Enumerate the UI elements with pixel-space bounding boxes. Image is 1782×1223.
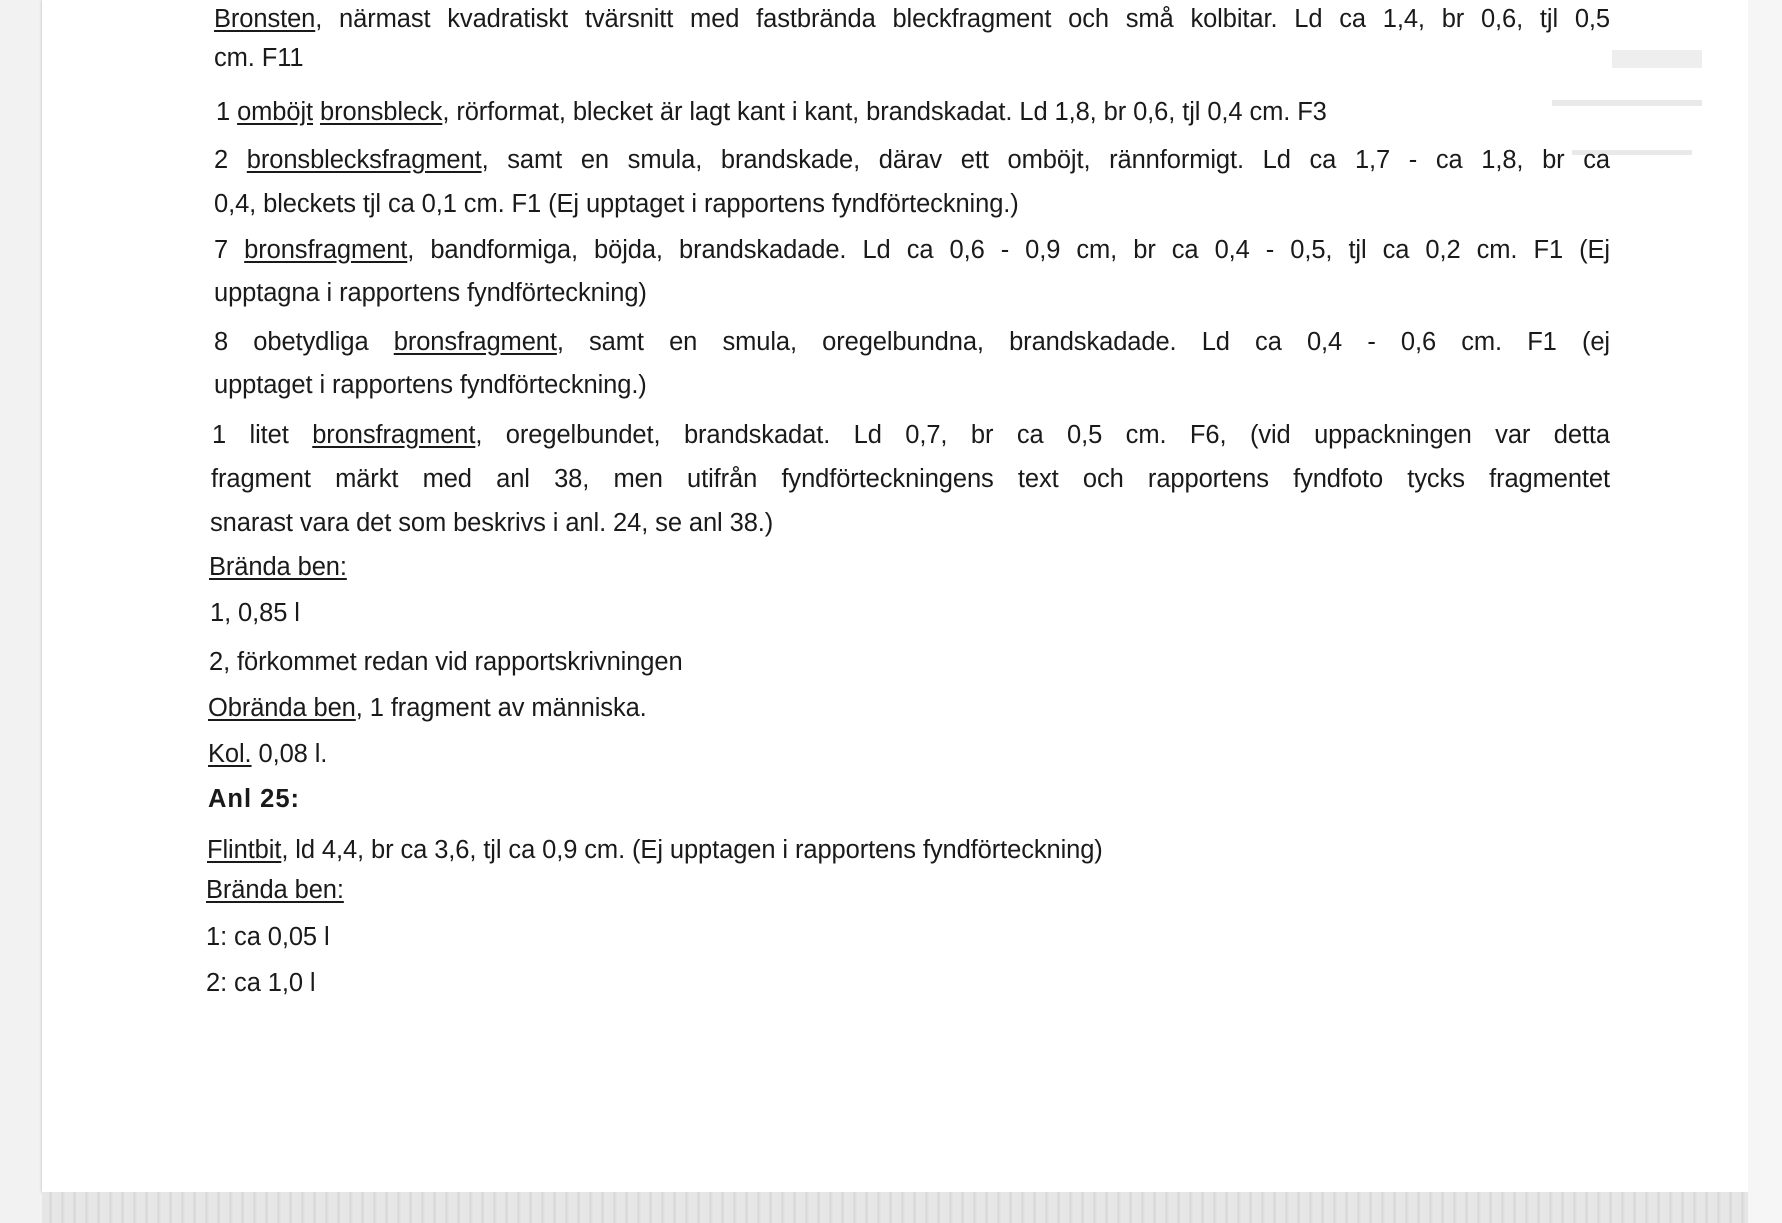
entry-bronsten-cont: cm. F11 [214, 44, 304, 72]
entry-bronsfragment-litet-cont: fragment märkt med anl 38, men utifrån fyndförteckningens text och rapportens fyndfoto tycks fragmentet [211, 465, 1610, 493]
entry-bronsblecksfragment-cont: 0,4, bleckets tjl ca 0,1 cm. F1 (Ej upptaget i rapportens fyndförteckning.) [214, 190, 1019, 218]
entry-bronsfragment-8: 8 obetydliga bronsfragment, samt en smula, oregelbundna, brandskadade. Ld ca 0,4 - 0,6 cm. F1 (ej [214, 328, 1611, 356]
entry-bronsbleck: 1 omböjt bronsbleck, rörformat, blecket är lagt kant i kant, brandskadat. Ld 1,8, br 0,6, tjl 0,4 cm. F3 [216, 98, 1327, 126]
entry-bronsten: Bronsten, närmast kvadratiskt tvärsnitt med fastbrända bleckfragment och små kolbitar. Ld ca 1,4, br 0,6, tjl 0,5 [214, 5, 1610, 33]
entry-bronsfragment-7: 7 bronsfragment, bandformiga, böjda, brandskadade. Ld ca 0,6 - 0,9 cm, br ca 0,4 - 0,5, tjl ca 0,2 cm. F1 (Ej [214, 236, 1610, 264]
entry-kol: Kol. 0,08 l. [208, 740, 328, 768]
entry-bronsblecksfragment: 2 bronsblecksfragment, samt en smula, brandskade, därav ett omböjt, rännformigt. Ld ca 1,7 - ca 1,8, br ca [214, 146, 1610, 174]
bleed-through-stamp [1542, 40, 1722, 240]
term-bronsten: Bronsten [214, 5, 316, 33]
term-bronsblecksfragment: bronsblecksfragment [246, 146, 482, 174]
braenda-ben-2: 2, förkommet redan vid rapportskrivningen [209, 648, 683, 676]
term-bronsfragment: bronsfragment [393, 328, 557, 356]
term-flintbit: Flintbit [207, 836, 282, 864]
term-bronsfragment: bronsfragment [244, 236, 408, 264]
term-omboejt: omböjt [237, 98, 314, 126]
term-obraenda-ben: Obrända ben [208, 694, 356, 722]
term-bronsfragment: bronsfragment [312, 421, 476, 449]
heading-braenda-ben: Brända ben: [209, 553, 347, 581]
heading-braenda-ben-2: Brända ben: [206, 876, 344, 904]
term-bronsbleck: bronsbleck [320, 98, 443, 126]
term-kol: Kol. [208, 740, 252, 768]
entry-obraenda-ben: Obrända ben, 1 fragment av människa. [208, 694, 647, 722]
braenda-ben-1: 1, 0,85 l [210, 599, 300, 627]
braenda-ben-anl25-2: 2: ca 1,0 l [206, 969, 316, 997]
scanner-edge-bottom [42, 1192, 1748, 1223]
entry-bronsfragment-8-cont: upptaget i rapportens fyndförteckning.) [214, 371, 647, 399]
entry-bronsfragment-litet-cont2: snarast vara det som beskrivs i anl. 24, se anl 38.) [210, 509, 774, 537]
entry-bronsfragment-7-cont: upptagna i rapportens fyndförteckning) [214, 279, 647, 307]
entry-flintbit: Flintbit, ld 4,4, br ca 3,6, tjl ca 0,9 cm. (Ej upptagen i rapportens fyndförteckning) [207, 836, 1103, 864]
scanner-edge-right [1748, 0, 1782, 1223]
section-heading-anl-25: Anl 25: [208, 785, 301, 813]
braenda-ben-anl25-1: 1: ca 0,05 l [206, 923, 330, 951]
entry-bronsfragment-litet: 1 litet bronsfragment, oregelbundet, brandskadat. Ld 0,7, br ca 0,5 cm. F6, (vid uppackningen var detta [212, 421, 1610, 449]
